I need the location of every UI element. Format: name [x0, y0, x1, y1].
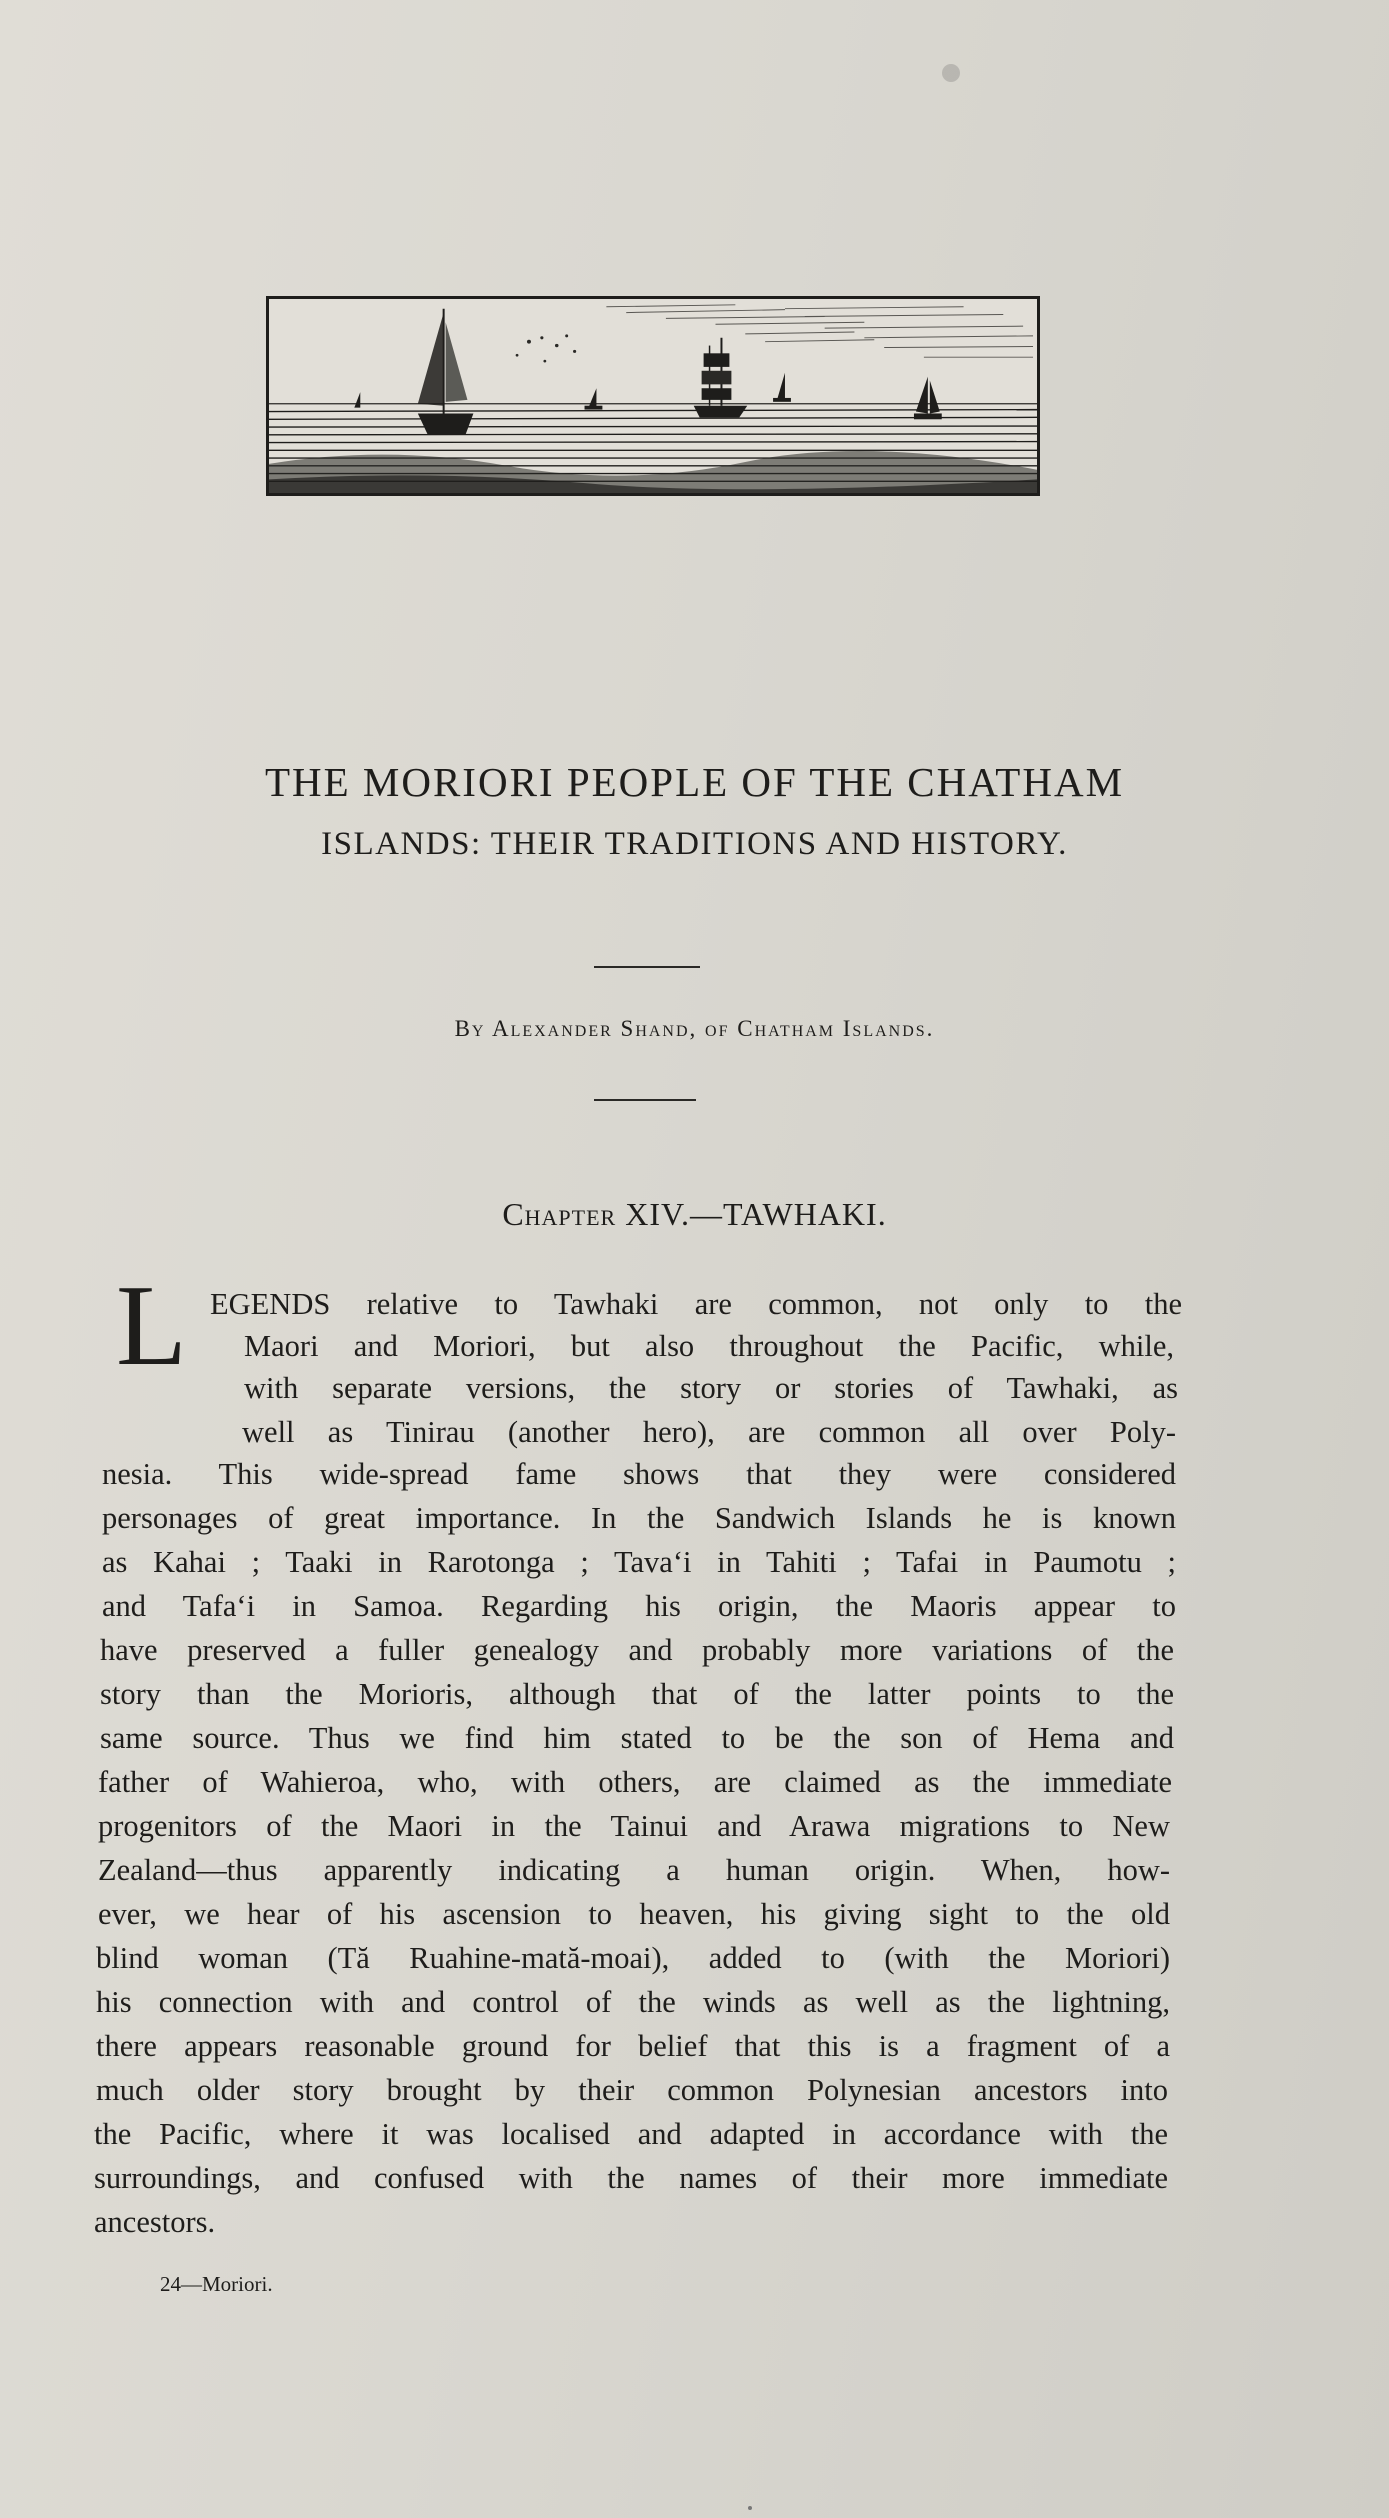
body-line: story than the Morioris, although that of the latter points to the — [100, 1677, 1174, 1711]
body-line: EGENDS relative to Tawhaki are common, not only to the — [210, 1287, 1182, 1321]
body-line: and Tafa‘i in Samoa. Regarding his origin, the Maoris appear to — [102, 1589, 1176, 1623]
body-line: blind woman (Tă Ruahine-mată-moai), added to (with the Moriori) — [96, 1941, 1170, 1975]
body-line: father of Wahieroa, who, with others, are claimed as the immediate — [98, 1765, 1172, 1799]
body-line: his connection with and control of the winds as well as the lightning, — [96, 1985, 1170, 2019]
body-line: Zealand—thus apparently indicating a human origin. When, how- — [98, 1853, 1170, 1887]
body-line: well as Tinirau (another hero), are common all over Poly- — [242, 1415, 1176, 1449]
ship-center — [694, 338, 748, 418]
chapter-heading — [0, 1196, 1389, 1233]
body-line: ancestors. — [94, 2205, 216, 2239]
body-line: with separate versions, the story or stories of Tawhaki, as — [244, 1371, 1178, 1405]
ships-at-sea-engraving — [269, 299, 1037, 493]
body-line: nesia. This wide-spread fame shows that they were considered — [102, 1457, 1176, 1491]
body-line: much older story brought by their common Polynesian ancestors into — [96, 2073, 1168, 2107]
sailboat-large — [418, 309, 474, 435]
drop-cap: L — [116, 1262, 187, 1390]
chapter-prefix: Chapter — [502, 1196, 617, 1232]
signature-mark: 24—Moriori. — [160, 2272, 273, 2296]
body-line: Maori and Moriori, but also throughout the Pacific, while, — [244, 1329, 1174, 1363]
page-speck — [748, 2506, 752, 2510]
body-line: ever, we hear of his ascension to heaven, his giving sight to the old — [98, 1897, 1170, 1931]
body-line: progenitors of the Maori in the Tainui and Arawa migrations to New — [98, 1809, 1170, 1843]
body-line: have preserved a fuller genealogy and probably more variations of the — [100, 1633, 1174, 1667]
article-title-line-1: THE MORIORI PEOPLE OF THE CHATHAM — [264, 759, 1125, 805]
divider-rule-top — [594, 966, 700, 968]
paper-blemish — [942, 64, 960, 82]
article-title-line-2: ISLANDS: THEIR TRADITIONS AND HISTORY. — [321, 826, 1068, 862]
divider-rule-bottom — [594, 1099, 696, 1101]
body-line: there appears reasonable ground for belief that this is a fragment of a — [96, 2029, 1170, 2063]
chapter-label: XIV.—TAWHAKI. — [625, 1196, 887, 1232]
body-line: personages of great importance. In the Sandwich Islands he is known — [102, 1501, 1176, 1535]
seascape-illustration — [266, 296, 1040, 496]
body-line: as Kahai ; Taaki in Rarotonga ; Tava‘i in Tahiti ; Tafai in Paumotu ; — [102, 1545, 1176, 1579]
body-line: same source. Thus we find him stated to be the son of Hema and — [100, 1721, 1174, 1755]
author-byline: By Alexander Shand, of Chatham Islands. — [454, 1016, 935, 1041]
body-line: surroundings, and confused with the names of their more immediate — [94, 2161, 1168, 2195]
body-line: the Pacific, where it was localised and adapted in accordance with the — [94, 2117, 1168, 2151]
